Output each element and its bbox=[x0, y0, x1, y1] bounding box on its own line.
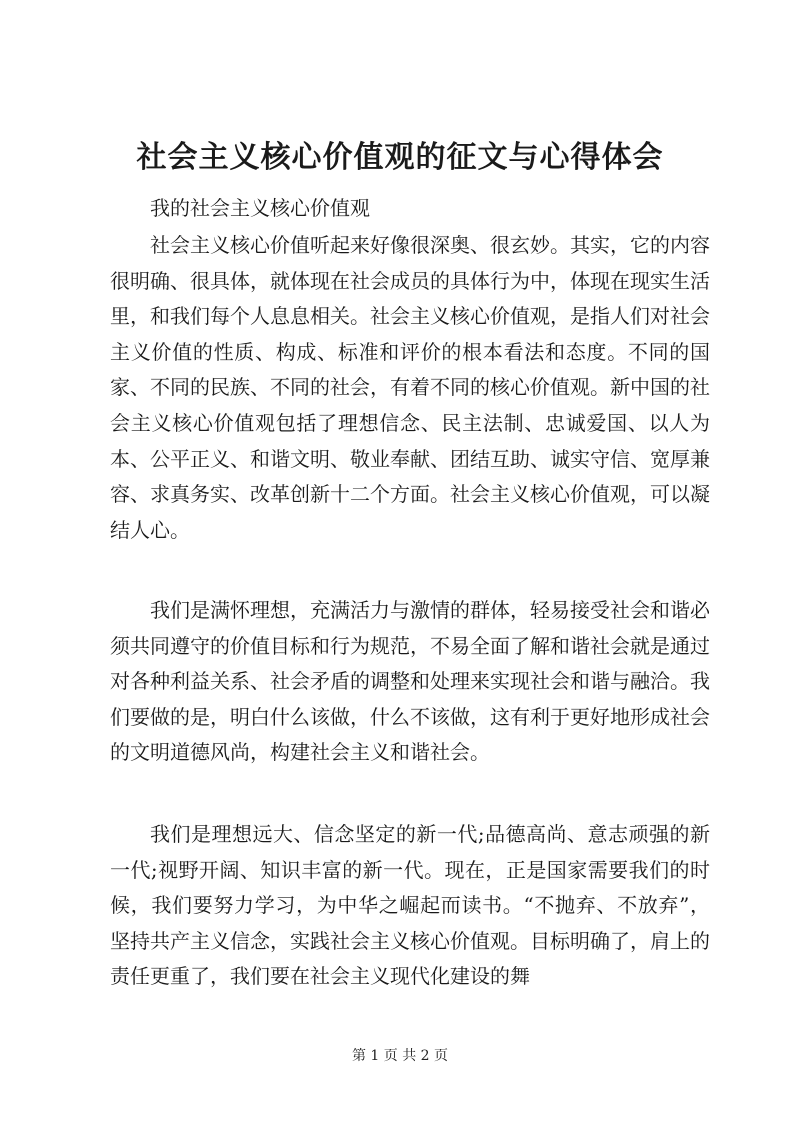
document-title: 社会主义核心价值观的征文与心得体会 bbox=[136, 140, 664, 175]
paragraph-3: 我们是理想远大、信念坚定的新一代;品德高尚、意志顽强的新一代;视野开阔、知识丰富的新一代。现在，正是国家需要我们的时候，我们要努力学习，为中华之崛起而读书。“不抛弃、不放弃”，坚持共产主义信念，实践社会主义核心价值观。目标明确了，肩上的责任更重了，我们要在社会主义现代化建设的舞 bbox=[110, 822, 710, 989]
paragraph-1: 社会主义核心价值听起来好像很深奥、很玄妙。其实，它的内容很明确、很具体，就体现在社会成员的具体行为中，体现在现实生活里，和我们每个人息息相关。社会主义核心价值观，是指人们对社会主义价值的性质、构成、标准和评价的根本看法和态度。不同的国家、不同的民族、不同的社会，有着不同的核心价值观。新中国的社会主义核心价值观包括了理想信念、民主法制、忠诚爱国、以人为本、公平正义、和谐文明、敬业奉献、团结互助、诚实守信、宽厚兼容、求真务实、改革创新十二个方面。社会主义核心价值观，可以凝结人心。 bbox=[110, 233, 710, 542]
page-footer: 第 1 页 共 2 页 bbox=[351, 1048, 449, 1064]
document-subtitle: 我的社会主义核心价值观 bbox=[150, 196, 370, 220]
paragraph-2: 我们是满怀理想，充满活力与激情的群体，轻易接受社会和谐必须共同遵守的价值目标和行为规范，不易全面了解和谐社会就是通过对各种利益关系、社会矛盾的调整和处理来实现社会和谐与融洽。我们要做的是，明白什么该做，什么不该做，这有利于更好地形成社会的文明道德风尚，构建社会主义和谐社会。 bbox=[110, 598, 710, 765]
